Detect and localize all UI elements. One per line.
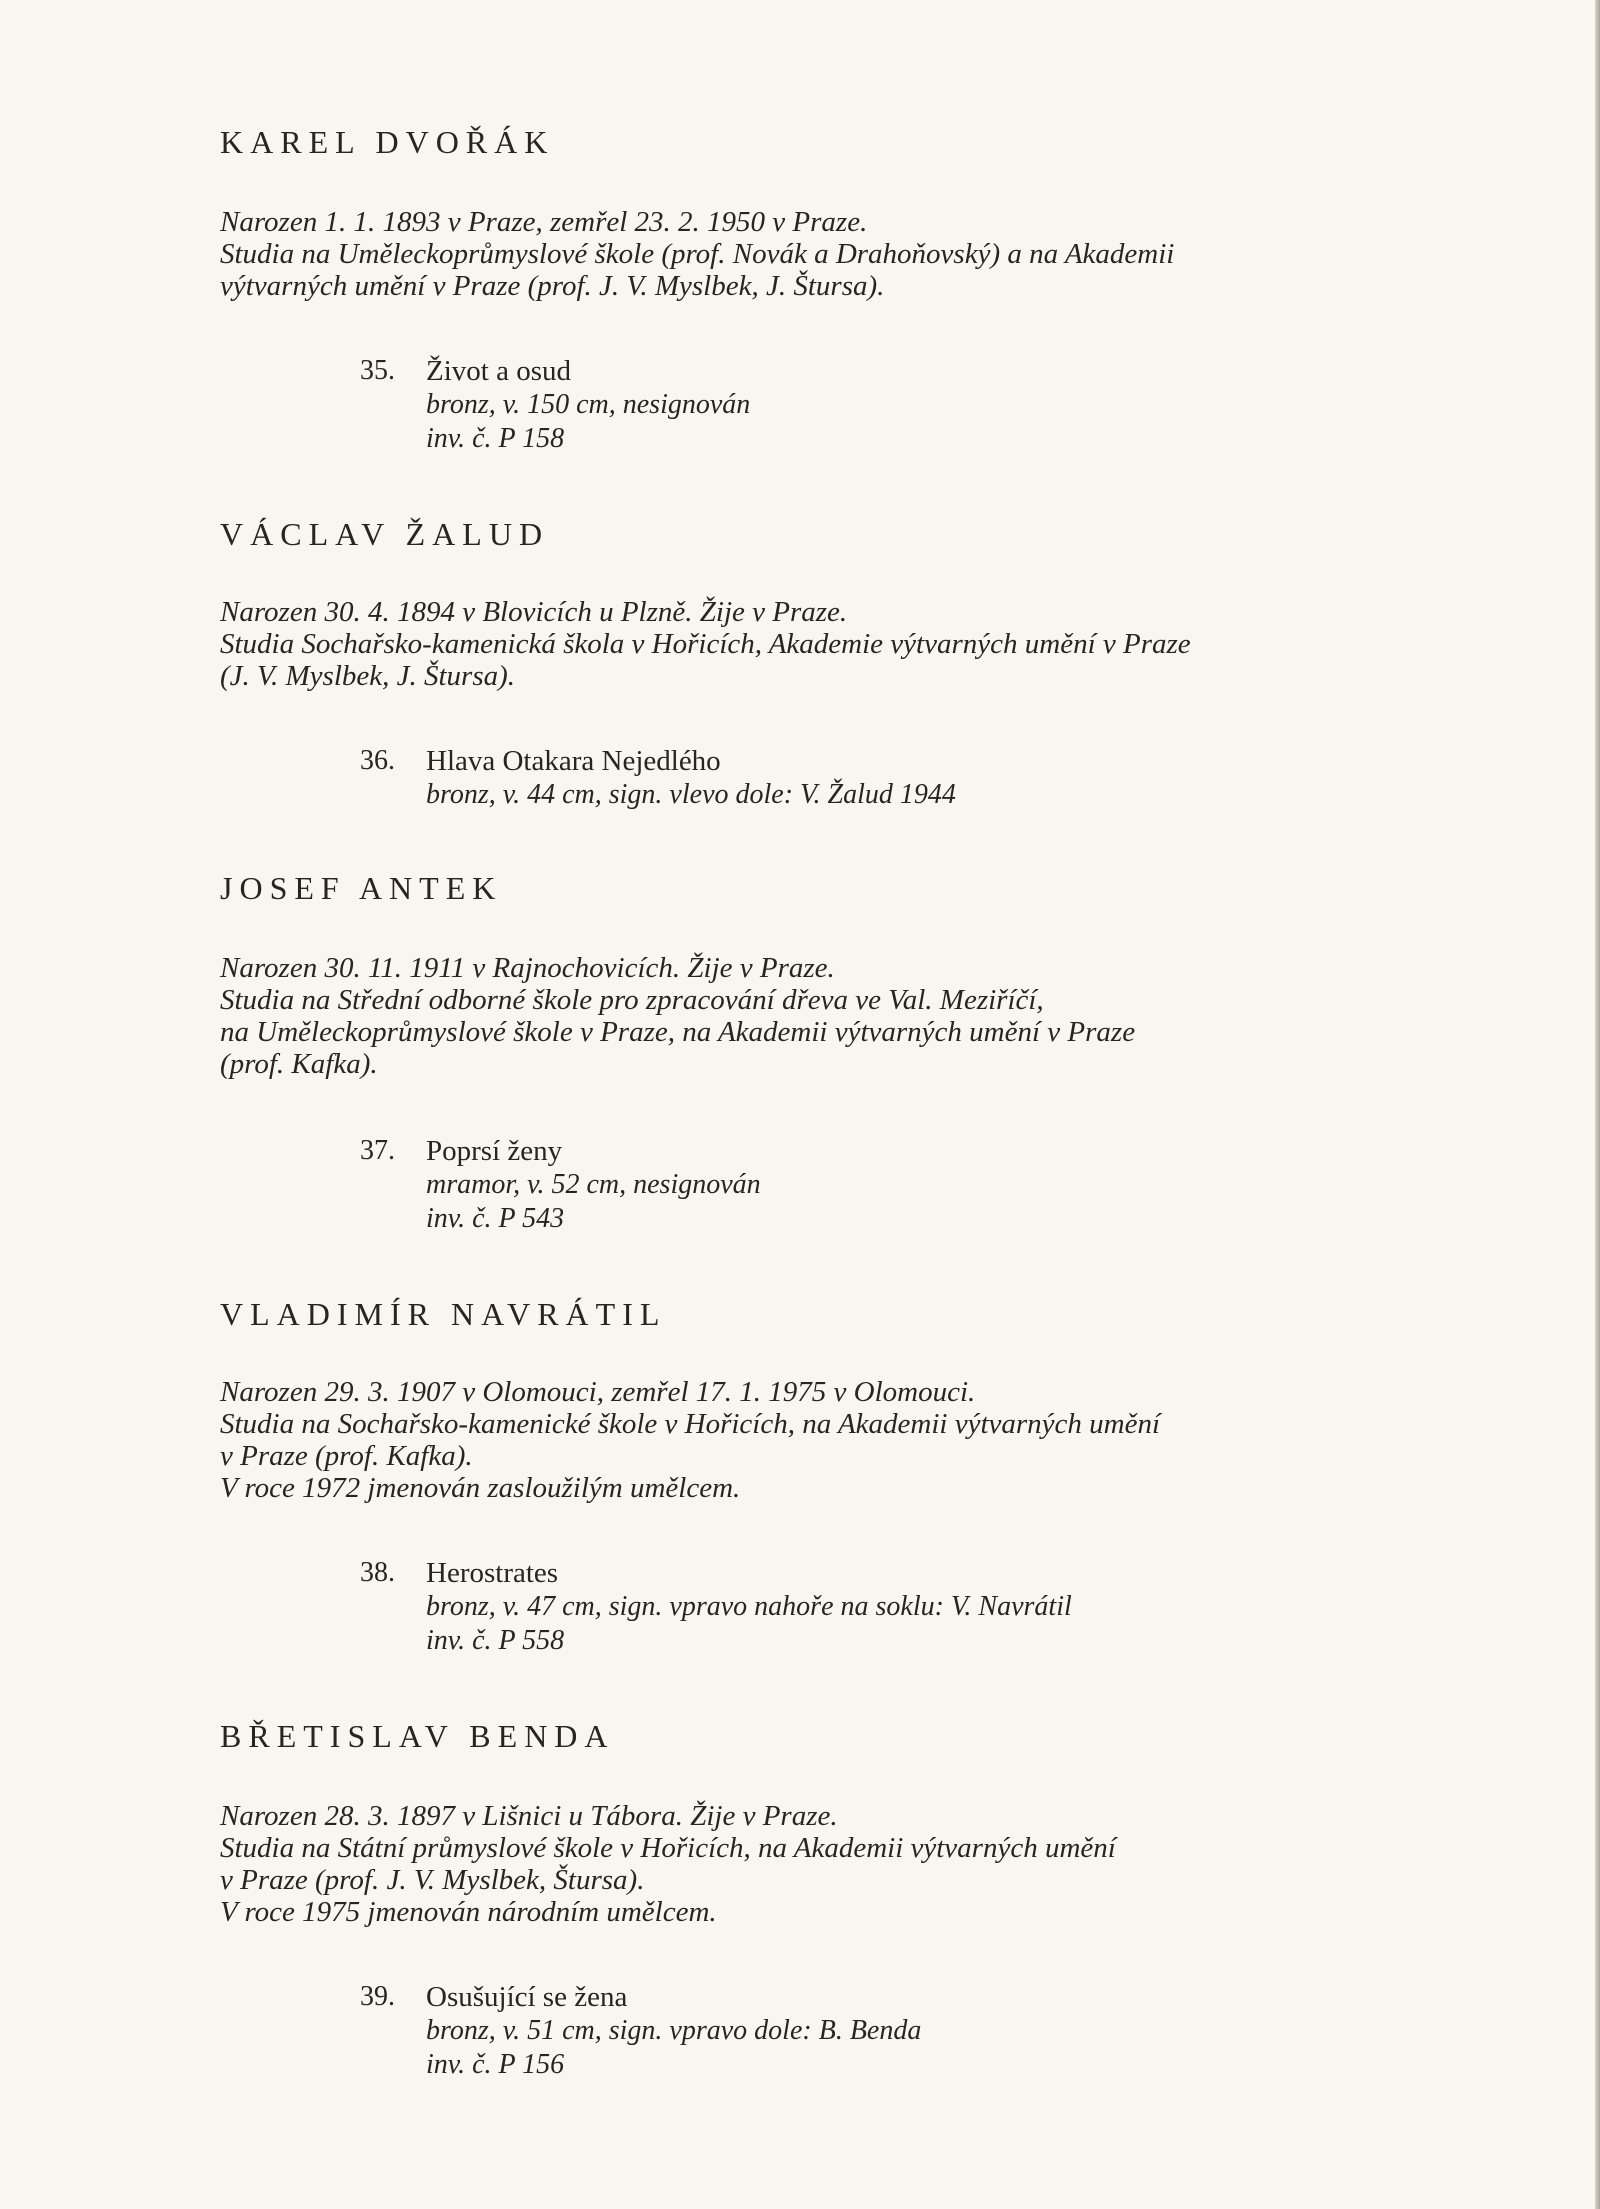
bio-line: (J. V. Myslbek, J. Štursa). <box>220 660 516 692</box>
bio-line: Narozen 30. 11. 1911 v Rajnochovicích. Žije v Praze. <box>220 952 835 984</box>
work-title: Osušující se žena <box>426 1981 628 2013</box>
page-edge <box>1595 0 1600 2209</box>
bio-line: Narozen 1. 1. 1893 v Praze, zemřel 23. 2. 1950 v Praze. <box>220 206 868 238</box>
bio-line: Studia na Státní průmyslové škole v Hořicích, na Akademii výtvarných umění <box>220 1832 1116 1864</box>
work-title: Život a osud <box>426 355 571 387</box>
bio-line: V roce 1975 jmenován národním umělcem. <box>220 1896 717 1928</box>
entry-body <box>426 744 1386 812</box>
work-medium: bronz, v. 47 cm, sign. vpravo nahoře na soklu: V. Navrátil <box>426 1591 1072 1622</box>
bio-line: Studia na Sochařsko-kamenické škole v Hořicích, na Akademii výtvarných umění <box>220 1408 1161 1440</box>
bio-line: na Uměleckoprůmyslové škole v Praze, na Akademii výtvarných umění v Praze <box>220 1016 1136 1048</box>
work-inventory: inv. č. P 543 <box>426 1203 565 1234</box>
bio-line: výtvarných umění v Praze (prof. J. V. Myslbek, J. Štursa). <box>220 270 885 302</box>
catalog-page <box>220 0 1400 2209</box>
bio-line: Studia Sochařsko-kamenická škola v Hořicích, Akademie výtvarných umění v Praze <box>220 628 1191 660</box>
entry-body <box>426 354 1386 456</box>
work-title: Herostrates <box>426 1557 559 1589</box>
work-medium: bronz, v. 44 cm, sign. vlevo dole: V. Žalud 1944 <box>426 779 956 810</box>
bio-line: Narozen 29. 3. 1907 v Olomouci, zemřel 17. 1. 1975 v Olomouci. <box>220 1376 976 1408</box>
entry-body <box>426 1134 1386 1236</box>
artist-bio <box>220 1376 1400 1504</box>
work-title: Poprsí ženy <box>426 1135 563 1167</box>
work-inventory: inv. č. P 558 <box>426 1625 565 1656</box>
work-inventory: inv. č. P 158 <box>426 423 565 454</box>
artist-bio <box>220 596 1400 692</box>
artist-heading: VÁCLAV ŽALUD <box>220 516 550 552</box>
artist-heading: BŘETISLAV BENDA <box>220 1718 615 1754</box>
artist-heading: KAREL DVOŘÁK <box>220 124 555 160</box>
bio-line: Narozen 30. 4. 1894 v Blovicích u Plzně. Žije v Praze. <box>220 596 848 628</box>
work-medium: mramor, v. 52 cm, nesignován <box>426 1169 761 1200</box>
artist-bio <box>220 206 1400 302</box>
bio-line: Narozen 28. 3. 1897 v Lišnici u Tábora. Žije v Praze. <box>220 1800 838 1832</box>
bio-line: V roce 1972 jmenován zasloužilým umělcem. <box>220 1472 741 1504</box>
work-medium: bronz, v. 150 cm, nesignován <box>426 389 751 420</box>
entry-number: 38. <box>360 1557 395 1588</box>
work-medium: bronz, v. 51 cm, sign. vpravo dole: B. Benda <box>426 2015 922 2046</box>
entry-number: 39. <box>360 1981 395 2012</box>
entry-number: 35. <box>360 355 395 386</box>
entry-number: 37. <box>360 1135 395 1166</box>
bio-line: Studia na Střední odborné škole pro zpracování dřeva ve Val. Meziříčí, <box>220 984 1044 1016</box>
artist-heading: VLADIMÍR NAVRÁTIL <box>220 1296 667 1332</box>
work-title: Hlava Otakara Nejedlého <box>426 745 721 777</box>
bio-line: v Praze (prof. Kafka). <box>220 1440 473 1472</box>
artist-bio <box>220 1800 1400 1928</box>
work-inventory: inv. č. P 156 <box>426 2049 565 2080</box>
entry-number: 36. <box>360 745 395 776</box>
bio-line: Studia na Uměleckoprůmyslové škole (prof. Novák a Drahoňovský) a na Akademii <box>220 238 1175 270</box>
bio-line: v Praze (prof. J. V. Myslbek, Štursa). <box>220 1864 645 1896</box>
artist-heading: JOSEF ANTEK <box>220 870 503 906</box>
artist-bio <box>220 952 1400 1080</box>
entry-body <box>426 1556 1386 1658</box>
bio-line: (prof. Kafka). <box>220 1048 378 1080</box>
entry-body <box>426 1980 1386 2082</box>
